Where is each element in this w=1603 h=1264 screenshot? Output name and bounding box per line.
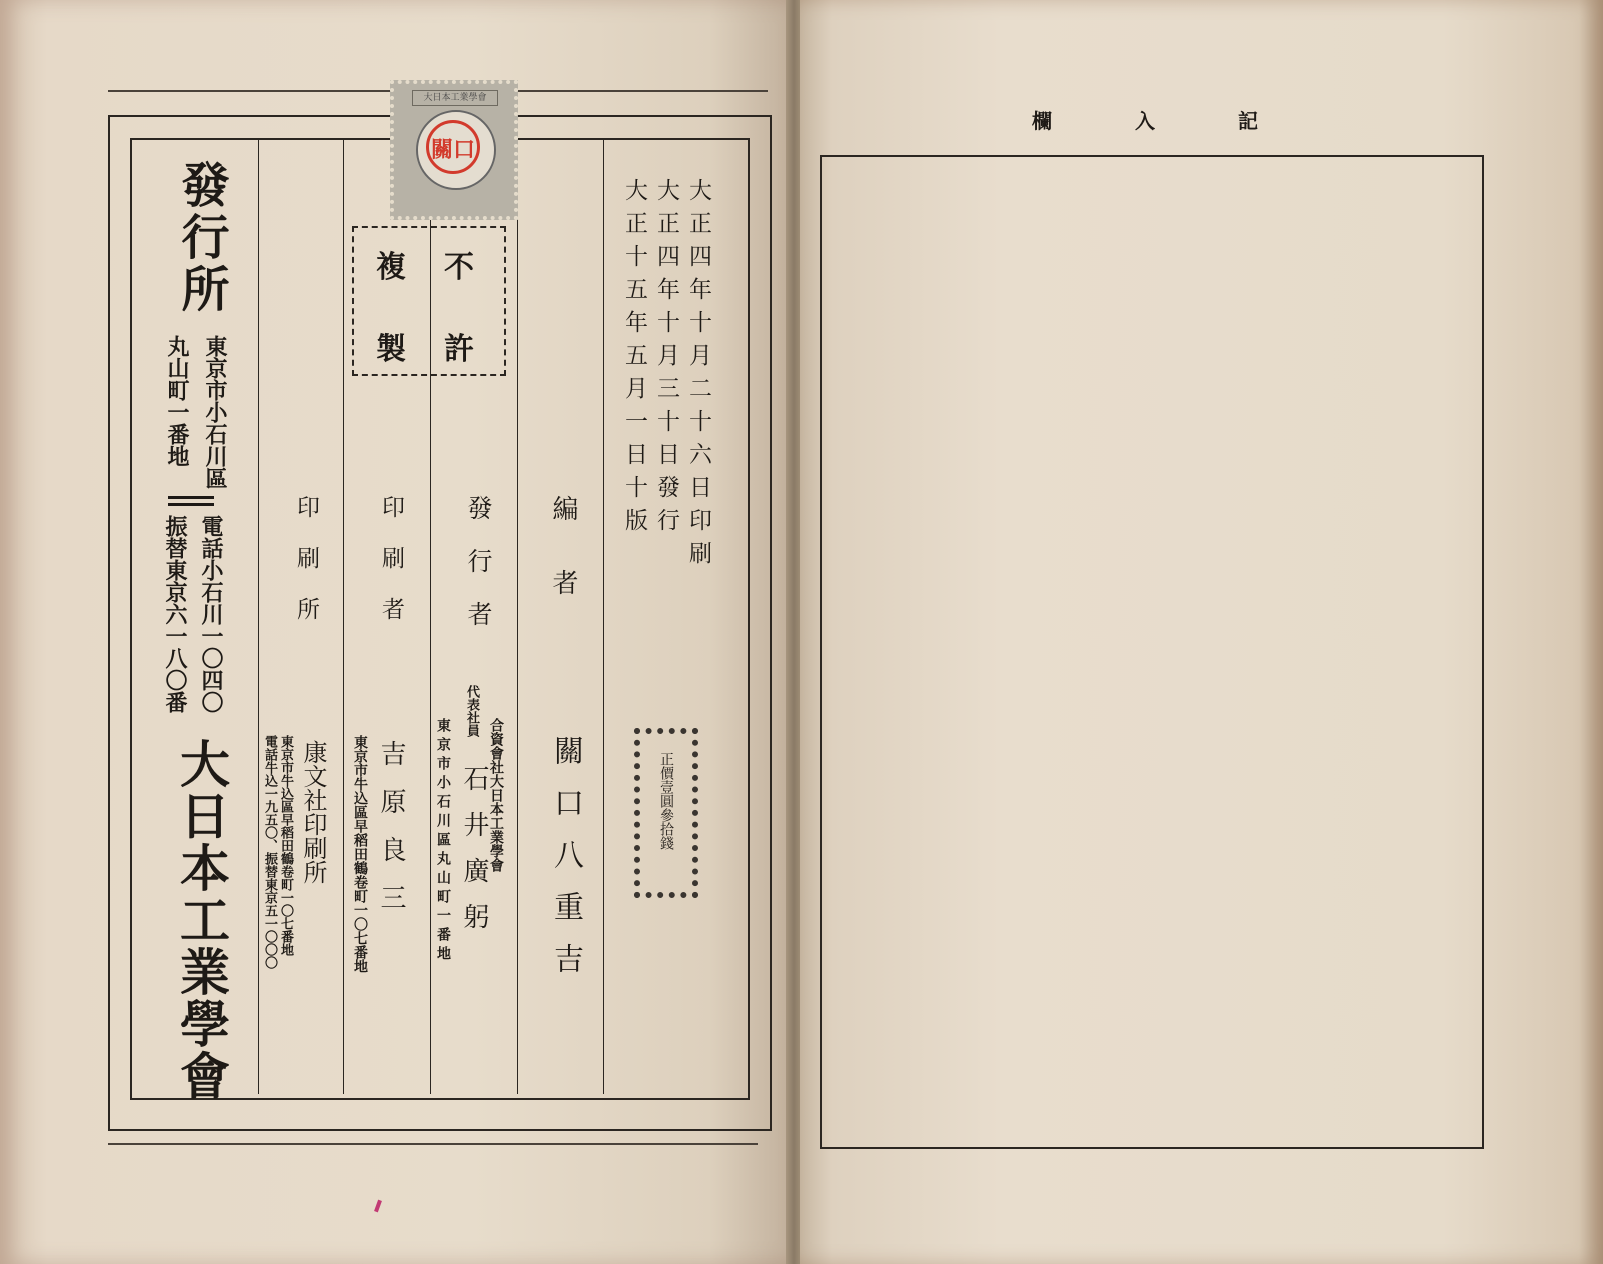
editor-name: 關口八重吉 — [548, 735, 583, 995]
column-divider — [517, 140, 518, 1094]
notice-char: 製 — [376, 332, 406, 367]
column-divider — [258, 140, 259, 1094]
printshop-role: 印刷所 — [293, 495, 319, 648]
issuer-representative-label: 代表社員 — [464, 685, 479, 737]
no-copying-notice — [352, 226, 506, 376]
printshop-address: 東京市牛込區早稻田鶴卷町一〇七番地 — [278, 735, 293, 956]
ink-mark — [374, 1200, 382, 1213]
printshop-name: 康文社印刷所 — [299, 740, 327, 884]
entry-title-char: 入 — [1135, 109, 1155, 133]
entry-title-char: 記 — [1238, 109, 1258, 133]
notice-char: 許 — [444, 332, 474, 367]
publisher-address-line-1: 東京市小石川區 — [202, 335, 228, 489]
price-text: 正價壹圓參拾錢 — [658, 752, 674, 850]
author-seal: 關口 — [426, 120, 480, 174]
issuer-role: 發行者 — [464, 495, 493, 654]
show-through-text — [1367, 190, 1436, 238]
publish-date: 大正四年十月三十日發行 — [653, 178, 679, 541]
entry-frame — [820, 155, 1484, 1149]
notice-char: 複 — [376, 250, 406, 285]
publisher-telephone: 電話小石川一〇四〇 — [198, 515, 224, 713]
printer-name: 吉原良三 — [376, 740, 406, 932]
stamp-top-text: 大日本工業學會 — [412, 90, 498, 106]
publisher-name: 大日本工業學會 — [172, 738, 231, 1102]
entry-title-char: 欄 — [1032, 109, 1052, 133]
divider-bar — [168, 496, 214, 499]
publisher-transfer-account: 振替東京六一八〇番 — [162, 515, 188, 713]
printer-address: 東京市牛込區早稻田鶴卷町一〇七番地 — [352, 735, 368, 973]
print-date: 大正四年十月二十六日印刷 — [685, 178, 711, 574]
left-page — [0, 0, 788, 1264]
bottom-rule — [108, 1143, 758, 1145]
right-page — [800, 0, 1603, 1264]
issuer-address: 東京市小石川區丸山町一番地 — [435, 718, 451, 965]
notice-char: 不 — [444, 250, 474, 285]
column-divider — [343, 140, 344, 1094]
publisher-address-line-2: 丸山町一番地 — [164, 335, 190, 467]
issuer-company: 合資會社大日本工業學會 — [488, 718, 504, 872]
tenth-edition-date: 大正十五年五月一日十版 — [621, 178, 647, 541]
editor-role: 編者 — [548, 495, 578, 643]
divider-bar — [168, 503, 214, 506]
column-divider — [603, 140, 604, 1094]
issuer-name: 石井廣躬 — [459, 765, 489, 949]
printshop-telephone: 電話牛込一九五〇、振替東京五一〇〇〇 — [262, 735, 277, 969]
revenue-stamp — [390, 80, 518, 220]
printer-role: 印刷者 — [378, 495, 404, 648]
publisher-heading: 發行所 — [173, 160, 229, 316]
